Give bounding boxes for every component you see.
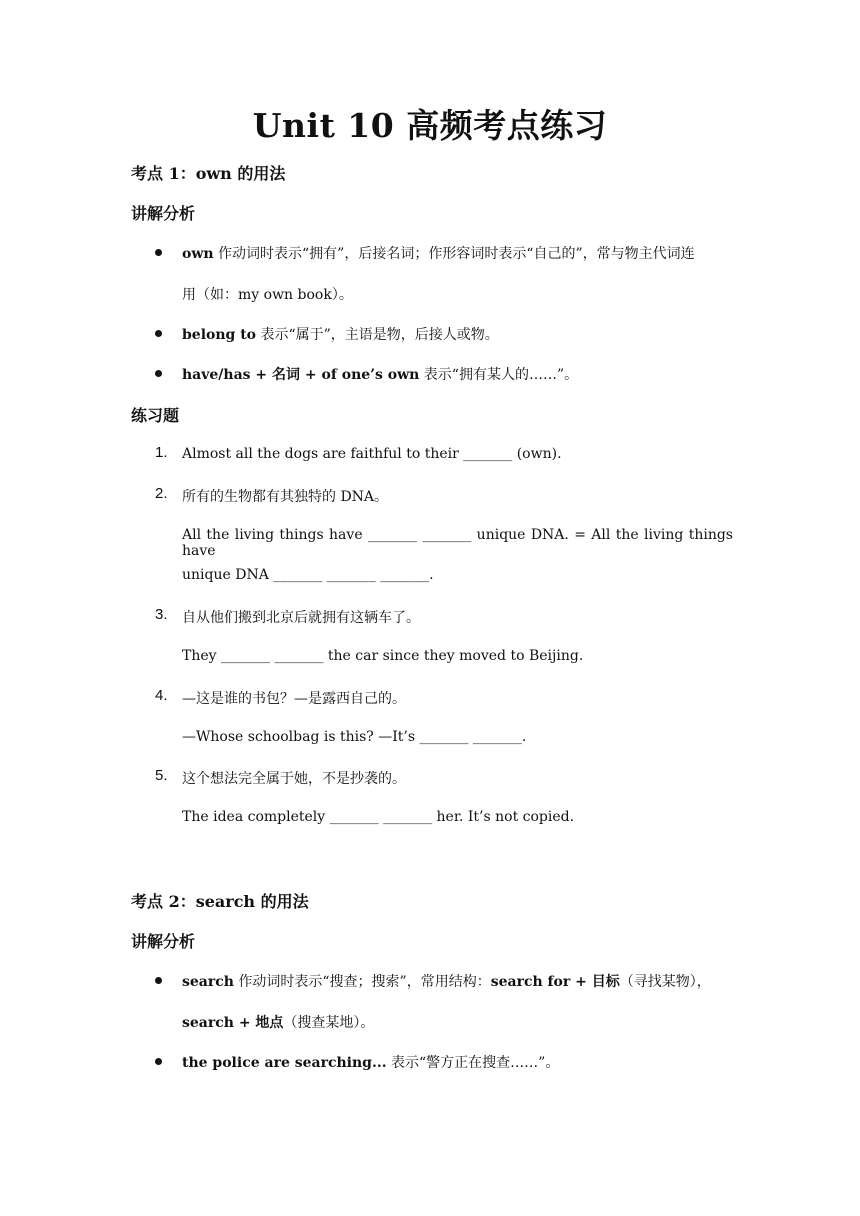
- text: （搜查某地）。: [283, 1015, 375, 1031]
- text: 表示“警方正在搜查……”。: [386, 1055, 560, 1071]
- term: own: [182, 246, 214, 262]
- bullet-icon: [155, 977, 162, 984]
- exercise-number: 5.: [155, 767, 168, 784]
- term: search: [182, 974, 234, 990]
- text: 表示“属于”，主语是物，后接人或物。: [256, 327, 499, 343]
- exercise-5-english: The idea completely _______ _______ her. It’s not copied.: [182, 809, 575, 825]
- section1-exercises-heading: 练习题: [131, 406, 180, 425]
- exercise-number: 3.: [155, 606, 168, 623]
- bullet-icon: [155, 1058, 162, 1065]
- exercise-3-chinese: 自从他们搬到北京后就拥有这辆车了。: [182, 610, 420, 626]
- section2-bullet-2: [182, 1052, 559, 1072]
- text: 表示“拥有某人的……”。: [419, 367, 579, 383]
- exercise-1: Almost all the dogs are faithful to their _______ (own).: [182, 446, 562, 462]
- term: the police are searching...: [182, 1055, 387, 1071]
- exercise-5-chinese: 这个想法完全属于她，不是抄袭的。: [182, 771, 406, 787]
- section1-analysis-heading: 讲解分析: [131, 204, 196, 223]
- section2-bullet-1-cont: [182, 1012, 374, 1032]
- exercise-2-chinese: 所有的生物都有其独特的 DNA。: [182, 489, 389, 505]
- section1-bullet-2: [182, 324, 499, 344]
- section1-heading: 考点 1：own 的用法: [131, 164, 286, 183]
- section1-bullet-1: [182, 243, 695, 263]
- text: （寻找某物），: [619, 974, 711, 990]
- exercise-number: 1.: [155, 444, 168, 461]
- exercise-number: 2.: [155, 485, 168, 502]
- term: belong to: [182, 327, 256, 343]
- bullet-icon: [155, 249, 162, 256]
- section1-bullet-1-cont: 用（如：my own book）。: [182, 287, 353, 303]
- section2-heading: 考点 2：search 的用法: [131, 892, 309, 911]
- exercise-4-chinese: —这是谁的书包？—是露西自己的。: [182, 691, 406, 707]
- term: have/has + 名词 + of one’s own: [182, 367, 420, 383]
- section1-bullet-3: [182, 364, 578, 384]
- text: 作动词时表示“拥有”，后接名词；作形容词时表示“自己的”，常与物主代词连: [213, 246, 695, 262]
- term: search + 地点: [182, 1015, 284, 1031]
- exercise-2-english-line2: unique DNA _______ _______ _______.: [182, 567, 434, 583]
- exercise-4-english: —Whose schoolbag is this? —It’s _______ _______.: [182, 729, 527, 745]
- exercise-2-english-line1: All the living things have _______ _______ unique DNA. = All the living things have: [182, 527, 733, 559]
- exercise-number: 4.: [155, 687, 168, 704]
- page-title: Unit 10 高频考点练习: [252, 106, 608, 145]
- bullet-icon: [155, 330, 162, 337]
- term: search for + 目标: [490, 974, 620, 990]
- exercise-3-english: They _______ _______ the car since they moved to Beijing.: [182, 648, 584, 664]
- section2-analysis-heading: 讲解分析: [131, 932, 196, 951]
- text: 作动词时表示“搜查；搜索”，常用结构：: [233, 974, 491, 990]
- bullet-icon: [155, 370, 162, 377]
- section2-bullet-1: [182, 971, 711, 991]
